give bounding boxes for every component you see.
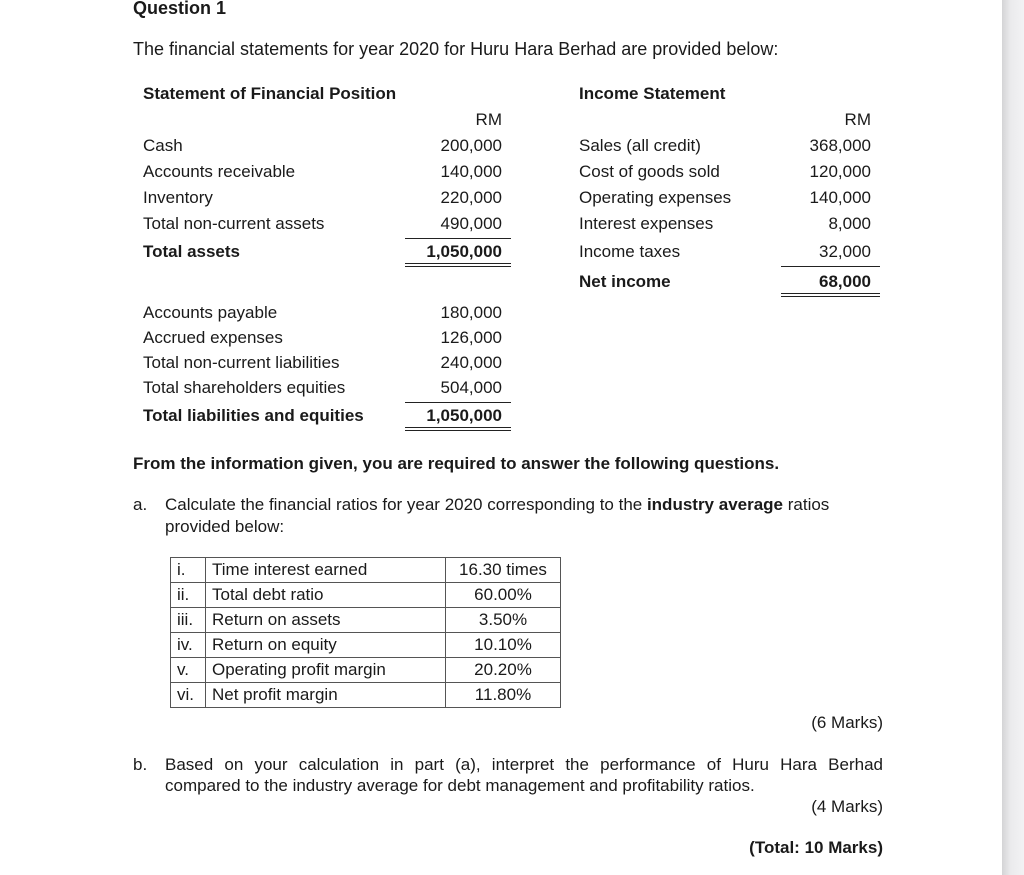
income-row-value: 140,000 <box>809 188 871 207</box>
income-row-label: Operating expenses <box>579 188 732 207</box>
table-row <box>171 633 561 658</box>
ratio-number: v. <box>171 658 206 683</box>
sofp-row-value: 200,000 <box>440 136 502 155</box>
income-row-label: Interest expenses <box>579 214 714 233</box>
double-underline <box>405 263 511 267</box>
instruction-text: From the information given, you are required to answer the following questions. <box>133 454 780 473</box>
table-row <box>171 608 561 633</box>
total-assets-value: 1,050,000 <box>426 242 502 261</box>
total-marks: (Total: 10 Marks) <box>749 838 883 857</box>
income-row-label: Sales (all credit) <box>579 136 701 155</box>
double-underline <box>781 293 880 297</box>
sofp-row-label: Inventory <box>143 188 213 207</box>
sofp-row-value: 240,000 <box>440 353 502 372</box>
sofp-row-value: 220,000 <box>440 188 502 207</box>
ratio-value: 60.00% <box>446 583 561 608</box>
part-a-question <box>165 495 829 515</box>
total-assets-label: Total assets <box>143 242 241 261</box>
income-row-value: 32,000 <box>819 242 871 261</box>
subtotal-rule <box>405 402 511 403</box>
table-row <box>171 683 561 708</box>
ratio-number: ii. <box>171 583 206 608</box>
part-a-text-end: ratios <box>783 495 830 514</box>
part-b-question: Based on your calculation in part (a), interpret the performance of Huru Hara Berhad <box>165 755 883 774</box>
ratio-value: 16.30 times <box>446 558 561 583</box>
table-row <box>171 658 561 683</box>
part-a-letter: a. <box>133 495 148 514</box>
net-income-value: 68,000 <box>819 272 871 291</box>
ratio-number: iii. <box>171 608 206 633</box>
ratio-name: Time interest earned <box>206 558 446 583</box>
ratio-name: Return on equity <box>206 633 446 658</box>
sofp-row-value: 126,000 <box>440 328 502 347</box>
part-b-question-line2: compared to the industry average for debt management and profitability ratios. <box>165 776 755 795</box>
sofp-row-label: Total non-current assets <box>143 214 325 233</box>
sofp-row-label: Cash <box>143 136 183 155</box>
net-income-label: Net income <box>579 272 671 291</box>
income-row-label: Cost of goods sold <box>579 162 720 181</box>
part-a-emphasis: industry average <box>646 495 784 514</box>
sofp-heading: Statement of Financial Position <box>143 84 397 103</box>
sofp-row-value: 490,000 <box>440 214 502 233</box>
income-row-value: 368,000 <box>809 136 871 155</box>
ratio-name: Total debt ratio <box>206 583 446 608</box>
table-row <box>171 583 561 608</box>
sofp-row-label: Accrued expenses <box>143 328 283 347</box>
ratio-name: Operating profit margin <box>206 658 446 683</box>
ratio-number: i. <box>171 558 206 583</box>
question-title: Question 1 <box>133 0 227 18</box>
total-liabilities-value: 1,050,000 <box>426 406 502 425</box>
page-edge-shadow <box>1002 0 1024 875</box>
industry-ratio-table <box>170 557 561 708</box>
part-a-marks: (6 Marks) <box>811 713 883 732</box>
income-heading: Income Statement <box>579 84 726 103</box>
ratio-name: Return on assets <box>206 608 446 633</box>
ratio-value: 20.20% <box>446 658 561 683</box>
intro-text: The financial statements for year 2020 for Huru Hara Berhad are provided below: <box>133 39 779 59</box>
ratio-value: 10.10% <box>446 633 561 658</box>
part-b-letter: b. <box>133 755 148 774</box>
income-currency: RM <box>844 110 871 129</box>
income-row-value: 8,000 <box>828 214 871 233</box>
sofp-row-label: Accounts payable <box>143 303 278 322</box>
sofp-currency: RM <box>475 110 502 129</box>
ratio-value: 11.80% <box>446 683 561 708</box>
sofp-row-label: Total shareholders equities <box>143 378 346 397</box>
sofp-row-value: 140,000 <box>440 162 502 181</box>
ratio-name: Net profit margin <box>206 683 446 708</box>
part-a-text: Calculate the financial ratios for year 2020 corresponding to the <box>165 495 647 514</box>
part-b-marks: (4 Marks) <box>811 797 883 816</box>
table-row <box>171 558 561 583</box>
sofp-row-label: Accounts receivable <box>143 162 296 181</box>
subtotal-rule <box>781 266 880 267</box>
ratio-number: iv. <box>171 633 206 658</box>
sofp-row-value: 504,000 <box>440 378 502 397</box>
ratio-number: vi. <box>171 683 206 708</box>
part-a-question-line2: provided below: <box>165 517 285 536</box>
double-underline <box>405 427 511 431</box>
subtotal-rule <box>405 238 511 239</box>
ratio-value: 3.50% <box>446 608 561 633</box>
sofp-row-label: Total non-current liabilities <box>143 353 340 372</box>
income-row-label: Income taxes <box>579 242 681 261</box>
total-liabilities-label: Total liabilities and equities <box>143 406 364 425</box>
income-row-value: 120,000 <box>809 162 871 181</box>
sofp-row-value: 180,000 <box>440 303 502 322</box>
